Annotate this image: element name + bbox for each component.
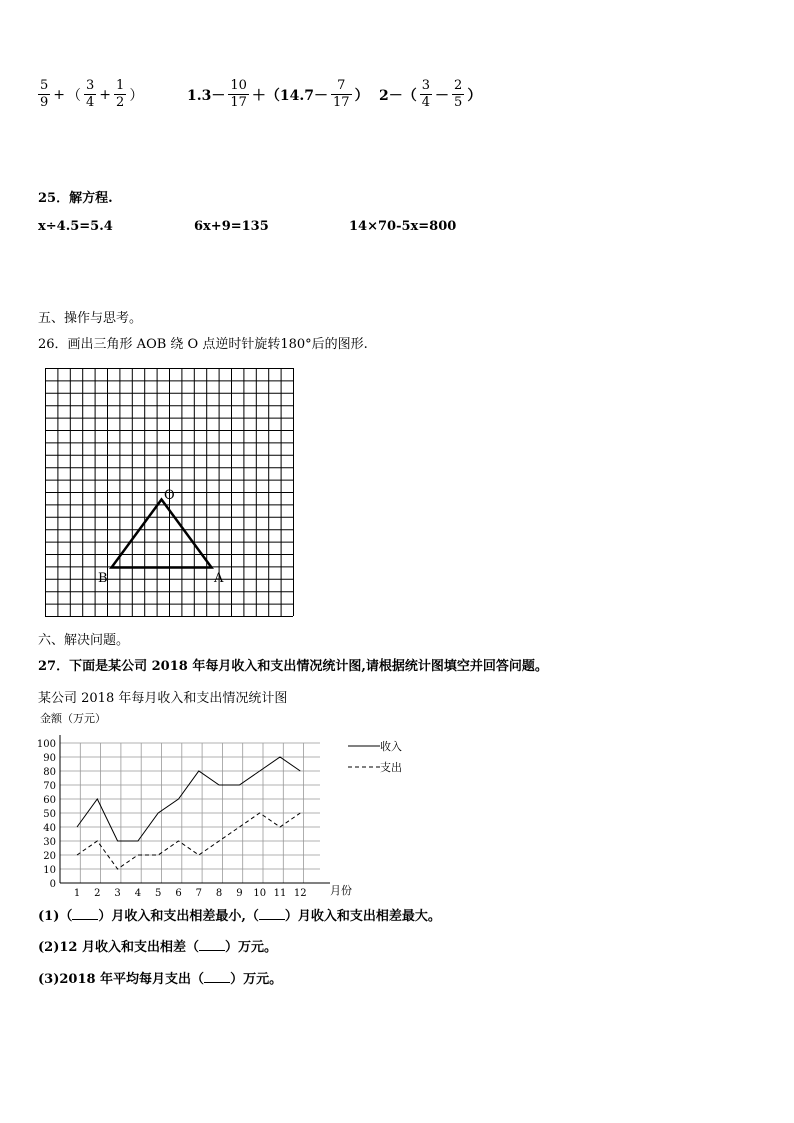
x-tick-label: 2	[94, 888, 101, 899]
triangle-aob	[112, 500, 212, 568]
legend	[348, 739, 402, 774]
legend-income-label: 收入	[380, 740, 402, 753]
y-tick-label: 80	[43, 767, 56, 778]
fraction: $\frac{1}{2}$	[116, 78, 125, 110]
equation-3: 14×70-5x=800	[349, 219, 457, 234]
x-tick-label: 7	[195, 888, 202, 899]
y-tick-label: 10	[43, 865, 56, 876]
label-a: A	[214, 571, 224, 586]
label-b: B	[98, 571, 108, 586]
fraction: $\frac{7}{17}$	[333, 78, 350, 110]
equation-2: 6x+9=135	[194, 219, 269, 234]
y-tick-label: 40	[43, 823, 56, 834]
chart-grid	[60, 735, 330, 883]
x-axis-label: 月份	[330, 884, 352, 897]
y-tick-label: 90	[43, 753, 56, 764]
fraction: $\frac{5}{9}$	[40, 78, 49, 110]
legend-expense-label: 支出	[380, 761, 402, 774]
line-chart	[30, 708, 430, 900]
section-6-heading: 六、解决问题。	[38, 633, 130, 648]
expression-1: $\frac{5}{9}$ + （ $\frac{3}{4}$ + $\frac{1}{2}$ ）	[40, 78, 144, 110]
answer-blank[interactable]	[199, 938, 225, 951]
y-tick-label: 20	[43, 851, 56, 862]
answer-blank[interactable]	[72, 907, 98, 920]
question-27-title: 27．下面是某公司 2018 年每月收入和支出情况统计图,请根据统计图填空并回答问题。	[38, 659, 548, 674]
x-tick-label: 8	[215, 888, 223, 899]
fraction: $\frac{3}{4}$	[86, 78, 95, 110]
question-25-title: 25．解方程.	[38, 191, 113, 206]
x-tick-label: 1	[73, 888, 81, 899]
y-tick-label: 30	[43, 837, 56, 848]
question-27-part-2: (2)12 月收入和支出相差（ ）万元。	[38, 940, 277, 955]
y-axis-label: 金额（万元）	[40, 712, 106, 725]
question-27-part-3: (3)2018 年平均每月支出（ ）万元。	[38, 972, 283, 987]
x-tick-label: 5	[155, 888, 162, 899]
x-tick-label: 4	[134, 888, 142, 899]
expression-2: 1.3－ $\frac{10}{17}$ ＋（14.7－ $\frac{7}{17}$ ）	[187, 78, 369, 110]
label-o: O	[164, 488, 175, 503]
x-tick-label: 12	[293, 888, 307, 899]
expression-3: 2－（ $\frac{3}{4}$ － $\frac{2}{5}$ ）	[379, 78, 482, 110]
y-tick-label: 0	[49, 879, 56, 890]
x-tick-label: 6	[175, 888, 182, 899]
answer-blank[interactable]	[204, 970, 230, 983]
fraction: $\frac{3}{4}$	[421, 78, 431, 110]
y-tick-labels	[37, 739, 56, 890]
rotation-grid	[40, 363, 298, 621]
answer-blank[interactable]	[259, 907, 285, 920]
x-tick-label: 9	[236, 888, 243, 899]
fraction: $\frac{10}{17}$	[230, 78, 247, 110]
section-5-heading: 五、操作与思考。	[38, 311, 143, 326]
x-tick-label: 10	[253, 888, 267, 899]
question-27-part-1: (1)（ ）月收入和支出相差最小,（ ）月收入和支出相差最大。	[38, 909, 441, 924]
x-tick-labels	[74, 888, 307, 899]
x-tick-label: 11	[273, 888, 287, 899]
chart-title: 某公司 2018 年每月收入和支出情况统计图	[38, 691, 288, 706]
y-tick-label: 60	[43, 795, 56, 806]
x-tick-label: 3	[114, 888, 121, 899]
y-tick-label: 50	[43, 809, 56, 820]
y-tick-label: 70	[43, 781, 56, 792]
y-tick-label: 100	[36, 739, 56, 750]
equation-1: x÷4.5=5.4	[38, 219, 113, 234]
fraction: $\frac{2}{5}$	[454, 78, 463, 110]
question-26-title: 26．画出三角形 AOB 绕 O 点逆时针旋转180°后的图形.	[38, 337, 368, 352]
